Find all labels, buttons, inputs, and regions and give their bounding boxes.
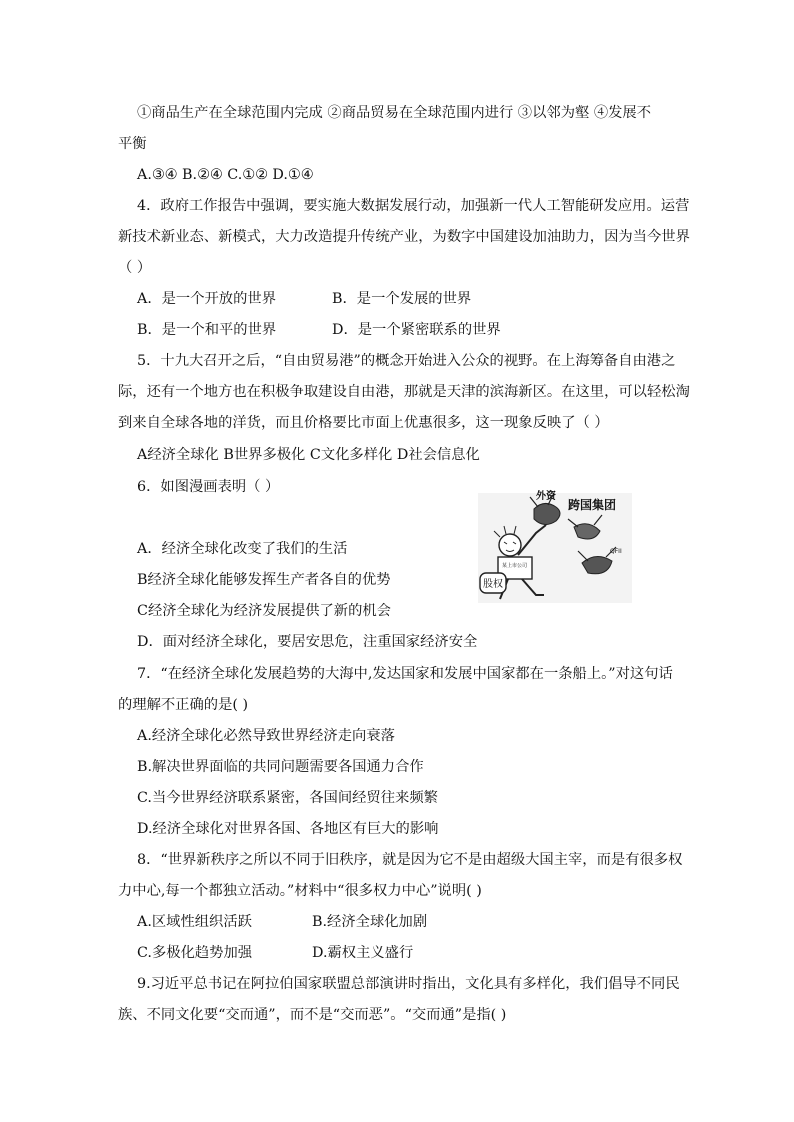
q8-option-a: A.区域性组织活跃 (137, 914, 252, 930)
q6-option-a: A．经济全球化改变了我们的生活 (137, 541, 348, 557)
q5-line-1: 5．十九大召开之后，“自由贸易港”的概念开始进入公众的视野。在上海筹备自由港之 (137, 353, 676, 369)
label-kuaguo: 跨国集团 (568, 498, 617, 512)
q6-option-d: D．面对经济全球化，要居安思危，注重国家经济安全 (137, 634, 478, 650)
label-guquan: 股权 (483, 579, 503, 590)
q7-option-b: B.解决世界面临的共同问题需要各国通力合作 (137, 759, 424, 775)
q7-option-a: A.经济全球化必然导致世界经济走向衰落 (137, 728, 395, 744)
cartoon-svg (478, 487, 634, 605)
q6-stem: 6．如图漫画表明（ ） (137, 479, 280, 495)
q6-option-b: B经济全球化能够发挥生产者各自的优势 (137, 572, 391, 588)
q8-line-2: 力中心,每一个都独立活动。”材料中“很多权力中心”说明( ) (118, 883, 482, 899)
man-head (499, 534, 521, 556)
q4-line-3: （ ） (118, 260, 152, 276)
q9-line-2: 族、不同文化要“交而通”，而不是“交而恶”。“交而通”是指( ) (118, 1007, 507, 1023)
q5-line-3: 到来自全球各地的洋货，而且价格要比市面上优惠很多，这一现象反映了（ ） (118, 415, 609, 431)
q4-option-a: A．是一个开放的世界 (137, 291, 276, 307)
q4-line-2: 新技术新业态、新模式，大力改造提升传统产业，为数字中国建设加油助力，因为当今世界 (118, 229, 690, 245)
q8-option-d: D.霸权主义盛行 (312, 945, 414, 961)
q4-option-d: D．是一个紧密联系的世界 (332, 322, 501, 338)
label-shangshi: 某上市公司 (502, 563, 528, 569)
label-qfii: QFII (610, 548, 622, 555)
q3-options: A.③④ B.②④ C.①② D.①④ (137, 167, 314, 183)
q5-options: A经济全球化 B世界多极化 C文化多样化 D社会信息化 (137, 447, 480, 463)
label-waizi: 外资 (536, 491, 556, 502)
q7-line-2: 的理解不正确的是( ) (118, 697, 249, 713)
q4-option-c: B．是一个和平的世界 (137, 322, 277, 338)
q3-line-1: ①商品生产在全球范围内完成 ②商品贸易在全球范围内进行 ③以邻为壑 ④发展不 (137, 105, 652, 121)
q6-option-c: C经济全球化为经济发展提供了新的机会 (137, 603, 391, 619)
q8-option-c: C.多极化趋势加强 (137, 945, 253, 961)
q7-option-c: C.当今世界经济联系紧密，各国间经贸往来频繁 (137, 790, 438, 806)
q4-line-1: 4．政府工作报告中强调，要实施大数据发展行动，加强新一代人工智能研发应用。运营 (137, 198, 690, 214)
q5-line-2: 际，还有一个地方也在积极争取建设自由港，那就是天津的滨海新区。在这里，可以轻松淘 (118, 384, 690, 400)
q8-option-b: B.经济全球化加剧 (312, 914, 428, 930)
q7-line-1: 7．“在经济全球化发展趋势的大海中,发达国家和发展中国家都在一条船上。”对这句话 (137, 666, 673, 682)
q9-line-1: 9.习近平总书记在阿拉伯国家联盟总部演讲时指出，文化具有多样化，我们倡导不同民 (137, 976, 680, 992)
q4-option-b: B．是一个发展的世界 (332, 291, 472, 307)
q8-line-1: 8．“世界新秩序之所以不同于旧秩序，就是因为它不是由超级大国主宰，而是有很多权 (137, 852, 683, 868)
q7-option-d: D.经济全球化对世界各国、各地区有巨大的影响 (137, 821, 439, 837)
q3-line-2: 平衡 (118, 136, 147, 152)
cartoon-illustration (478, 487, 634, 605)
